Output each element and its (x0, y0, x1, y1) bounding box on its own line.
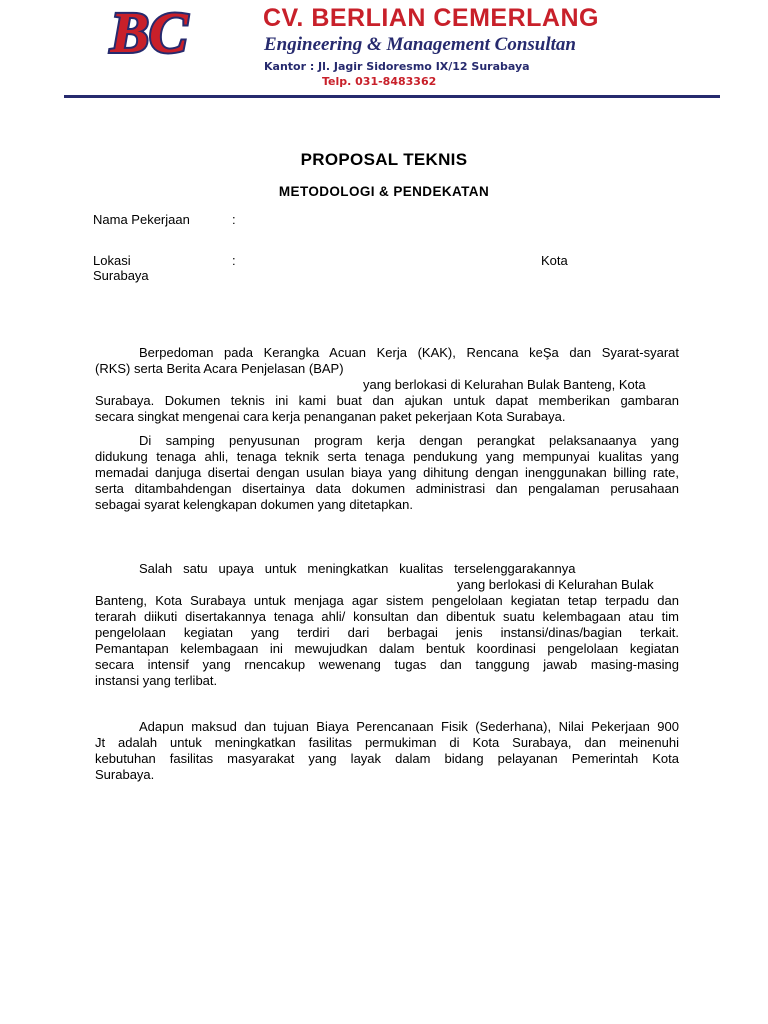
paragraph-1 (95, 345, 679, 425)
pekerjaan-label: Nama Pekerjaan (93, 212, 190, 227)
paragraph-line: serta ditambahdengan disertainya data dokumen administrasi dan pengalaman perusahaan (95, 481, 679, 496)
paragraph-line: Pemantapan kelembagaan ini mewujudkan dalam bentuk koordinasi pengelolaan kegiatan (95, 641, 679, 656)
paragraph-line: Di samping penyusunan program kerja dengan perangkat pelaksanaanya yang (139, 433, 679, 448)
paragraph-line: Adapun maksud dan tujuan Biaya Perencanaan Fisik (Sederhana), Nilai Pekerjaan 900 (139, 719, 679, 734)
paragraph-3 (95, 561, 679, 689)
paragraph-line: yang berlokasi di Kelurahan Bulak Banteng, Kota (363, 377, 646, 392)
paragraph-line: Surabaya. Dokumen teknis ini kami buat dan ajukan untuk dapat memberikan gambaran (95, 393, 679, 408)
paragraph-line: terarah diikuti disertakannya tenaga ahli/ konsultan dan dibentuk suatu kelembagaan atau tim (95, 609, 679, 624)
header-divider (64, 95, 720, 98)
paragraph-line: secara intensif yang rnencakup wewenang tugas dan tanggung jawab masing-masing (95, 657, 679, 672)
paragraph-line: pengelolaan kegiatan yang terdiri dari berbagai jenis instansi/dinas/bagian terkait. (95, 625, 679, 640)
lokasi-label: Lokasi (93, 253, 131, 268)
paragraph-line: didukung tenaga ahli, tenaga teknik serta tenaga pendukung yang mempunyai kualitas yang (95, 449, 679, 464)
paragraph-line: Jt adalah untuk meningkatkan fasilitas permukiman di Kota Surabaya, dan meinenuhi (95, 735, 679, 750)
office-phone: Telp. 031-8483362 (322, 75, 437, 88)
paragraph-line: Surabaya. (95, 767, 155, 782)
lokasi-kota: Kota (541, 253, 568, 268)
paragraph-line: sebagai syarat kelengkapan dokumen yang ditetapkan. (95, 497, 413, 512)
lokasi-city: Surabaya (93, 268, 149, 283)
lokasi-colon: : (232, 253, 236, 268)
paragraph-line: memadai danjuga disertai dengan usulan biaya yang dihitung dengan inenggunakan billing rate, (95, 465, 679, 480)
paragraph-line: instansi yang terlibat. (95, 673, 218, 688)
document-subtitle: METODOLOGI & PENDEKATAN (278, 184, 490, 199)
paragraph-line: Salah satu upaya untuk meningkatkan kualitas terselenggarakannya (139, 561, 576, 576)
paragraph-line: kebutuhan fasilitas masyarakat yang layak dalam bidang pelayanan Pemerintah Kota (95, 751, 679, 766)
pekerjaan-colon: : (232, 212, 236, 227)
letterhead (64, 0, 720, 100)
office-label: Kantor : (264, 60, 315, 73)
company-name: CV. BERLIAN CEMERLANG (263, 4, 599, 32)
office-address: Jl. Jagir Sidoresmo IX/12 Surabaya (318, 60, 530, 73)
paragraph-2 (95, 433, 679, 513)
svg-text:BC: BC (110, 2, 188, 64)
paragraph-4 (95, 719, 679, 783)
paragraph-line: Berpedoman pada Kerangka Acuan Kerja (KAK), Rencana keŞa dan Syarat-syarat (139, 345, 679, 360)
company-tagline: Engineering & Management Consultan (264, 34, 576, 55)
paragraph-line: (RKS) serta Berita Acara Penjelasan (BAP) (95, 361, 344, 376)
company-logo (94, 2, 204, 64)
paragraph-line: yang berlokasi di Kelurahan Bulak (457, 577, 654, 592)
paragraph-line: Banteng, Kota Surabaya untuk menjaga agar sistem pengelolaan kegiatan tetap terpadu dan (95, 593, 679, 608)
paragraph-line: secara singkat mengenai cara kerja penanganan paket pekerjaan Kota Surabaya. (95, 409, 566, 424)
office-address-line (264, 60, 530, 73)
document-title: PROPOSAL TEKNIS (300, 150, 468, 169)
